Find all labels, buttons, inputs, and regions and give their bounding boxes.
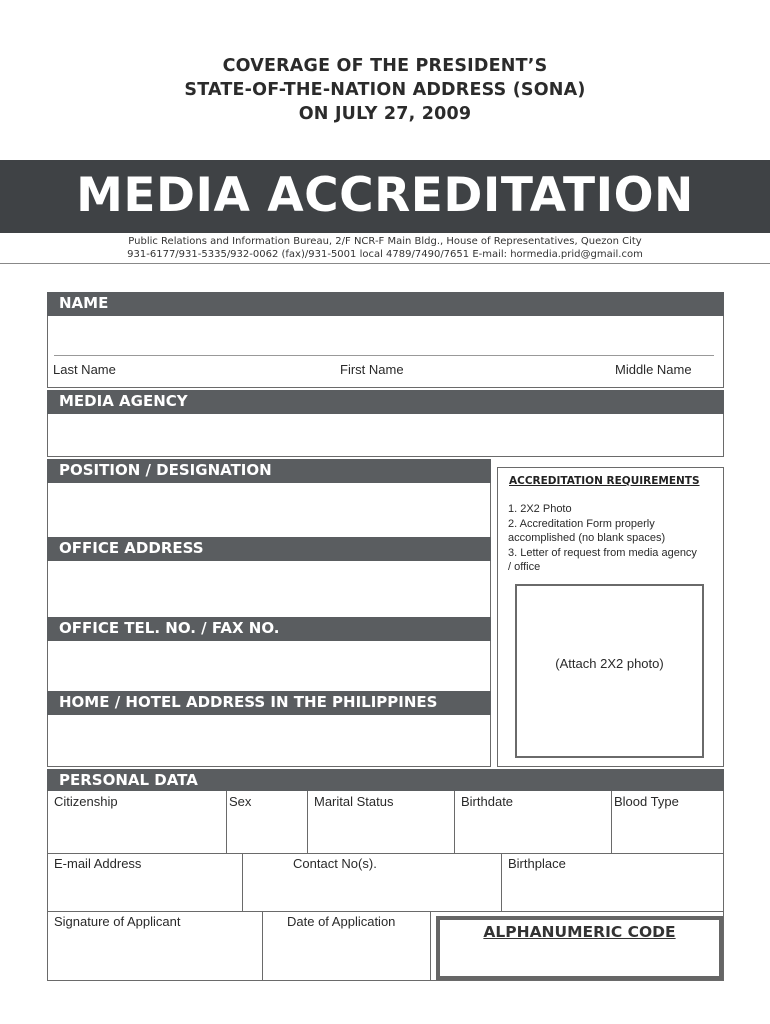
header-line-3: ON JULY 27, 2009 [298, 104, 472, 124]
photo-box[interactable] [515, 584, 704, 758]
position-input[interactable] [50, 485, 488, 535]
marital-status-label: Marital Status [314, 794, 394, 809]
office-tel-input[interactable] [50, 643, 488, 689]
bureau-contact: 931-6177/931-5335/932-0062 (fax)/931-5001 local 4789/7490/7651 E-mail: hormedia.prid@gmail.com [127, 249, 643, 260]
divider [47, 911, 724, 912]
blood-type-input[interactable] [612, 812, 722, 852]
citizenship-label: Citizenship [54, 794, 118, 809]
date-application-label: Date of Application [287, 914, 396, 929]
requirement-3a: 3. Letter of request from media agency [508, 546, 697, 559]
first-name-label: First Name [340, 362, 404, 377]
middle-name-label: Middle Name [615, 362, 692, 377]
requirement-2a: 2. Accreditation Form properly [508, 517, 655, 530]
signature-label: Signature of Applicant [54, 914, 181, 929]
name-input[interactable] [54, 318, 714, 354]
header-line-2: STATE-OF-THE-NATION ADDRESS (SONA) [184, 80, 586, 100]
last-name-label: Last Name [53, 362, 116, 377]
divider [430, 911, 431, 981]
email-label: E-mail Address [54, 856, 142, 871]
birthdate-label: Birthdate [461, 794, 514, 809]
signature-input[interactable] [48, 932, 261, 980]
photo-label: (Attach 2X2 photo) [555, 656, 664, 671]
office-address-header: OFFICE ADDRESS [47, 537, 491, 561]
sex-label: Sex [229, 794, 252, 809]
email-input[interactable] [48, 874, 241, 910]
media-agency-input[interactable] [50, 416, 720, 454]
requirement-2b: accomplished (no blank spaces) [508, 532, 666, 544]
office-tel-header: OFFICE TEL. NO. / FAX NO. [47, 617, 491, 641]
bureau-address: Public Relations and Information Bureau, 2/F NCR-F Main Bldg., House of Representatives, Quezon City [128, 236, 642, 247]
requirement-1: 1. 2X2 Photo [508, 503, 572, 515]
media-agency-header: MEDIA AGENCY [47, 390, 724, 414]
birthdate-input[interactable] [455, 812, 610, 852]
divider [47, 853, 724, 854]
sex-input[interactable] [227, 812, 306, 852]
contact-input[interactable] [243, 874, 500, 910]
contact-label: Contact No(s). [293, 856, 377, 871]
citizenship-input[interactable] [48, 812, 225, 852]
page-title: MEDIA ACCREDITATION [76, 168, 694, 223]
home-address-header: HOME / HOTEL ADDRESS IN THE PHILIPPINES [47, 691, 491, 715]
alphanumeric-code-label: ALPHANUMERIC CODE [483, 923, 676, 941]
marital-status-input[interactable] [308, 812, 453, 852]
office-address-input[interactable] [50, 563, 488, 615]
blood-type-label: Blood Type [614, 794, 679, 809]
position-header: POSITION / DESIGNATION [47, 459, 491, 483]
header-divider [0, 263, 770, 264]
date-application-input[interactable] [263, 932, 429, 980]
requirements-title: ACCREDITATION REQUIREMENTS [509, 475, 700, 487]
birthplace-input[interactable] [502, 874, 722, 910]
personal-data-header: PERSONAL DATA [47, 769, 724, 791]
header-line-1: COVERAGE OF THE PRESIDENT’S [222, 56, 548, 76]
birthplace-label: Birthplace [508, 856, 566, 871]
name-underline [54, 355, 714, 356]
requirements-list [508, 502, 722, 575]
name-header: NAME [47, 292, 724, 316]
requirement-3b: / office [508, 561, 541, 573]
home-address-input[interactable] [50, 717, 488, 765]
